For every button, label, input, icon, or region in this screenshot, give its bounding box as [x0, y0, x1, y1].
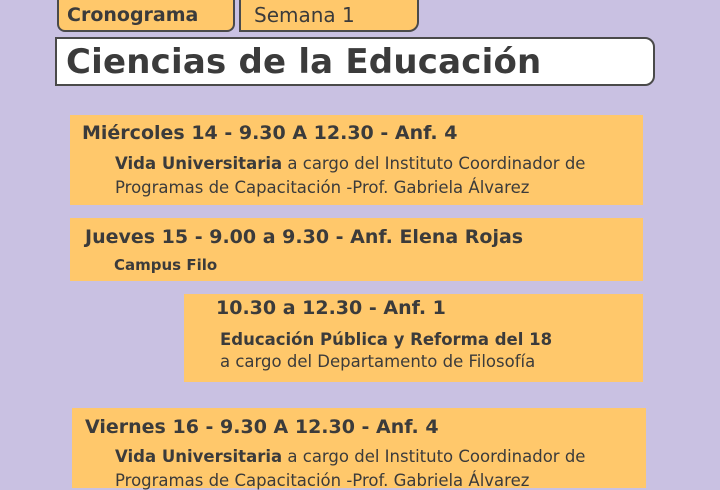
event-heading-thursday: Jueves 15 - 9.00 a 9.30 - Anf. Elena Rojas: [85, 226, 524, 248]
event-line-wednesday-2: Programas de Capacitación -Prof. Gabriela Álvarez: [115, 178, 530, 197]
event-bold-wednesday: Vida Universitaria: [115, 154, 283, 173]
event-heading-wednesday: Miércoles 14 - 9.30 A 12.30 - Anf. 4: [82, 122, 458, 144]
cronograma-label: Cronograma: [67, 4, 199, 26]
event-heading-friday: Viernes 16 - 9.30 A 12.30 - Anf. 4: [85, 416, 439, 438]
event-bold-friday: Vida Universitaria: [115, 447, 283, 466]
event-rest-friday: a cargo del Instituto Coordinador de: [282, 447, 586, 466]
event-line-friday-2: Programas de Capacitación -Prof. Gabriela Álvarez: [115, 471, 530, 490]
week-tab: [239, 0, 419, 32]
week-label: Semana 1: [254, 3, 355, 27]
page-title: Ciencias de la Educación: [66, 41, 542, 82]
event-line-wednesday-1: [115, 154, 585, 173]
event-line-thursday-late-2: a cargo del Departamento de Filosofía: [220, 352, 536, 371]
event-heading-thursday-late: 10.30 a 12.30 - Anf. 1: [216, 297, 446, 319]
event-line-thursday-1: Campus Filo: [114, 256, 218, 274]
event-rest-wednesday: a cargo del Instituto Coordinador de: [282, 154, 586, 173]
page-title-box: [55, 37, 655, 86]
event-line-thursday-late-1: Educación Pública y Reforma del 18: [220, 330, 553, 349]
cronograma-tab: [57, 0, 235, 32]
event-line-friday-1: [115, 447, 585, 466]
